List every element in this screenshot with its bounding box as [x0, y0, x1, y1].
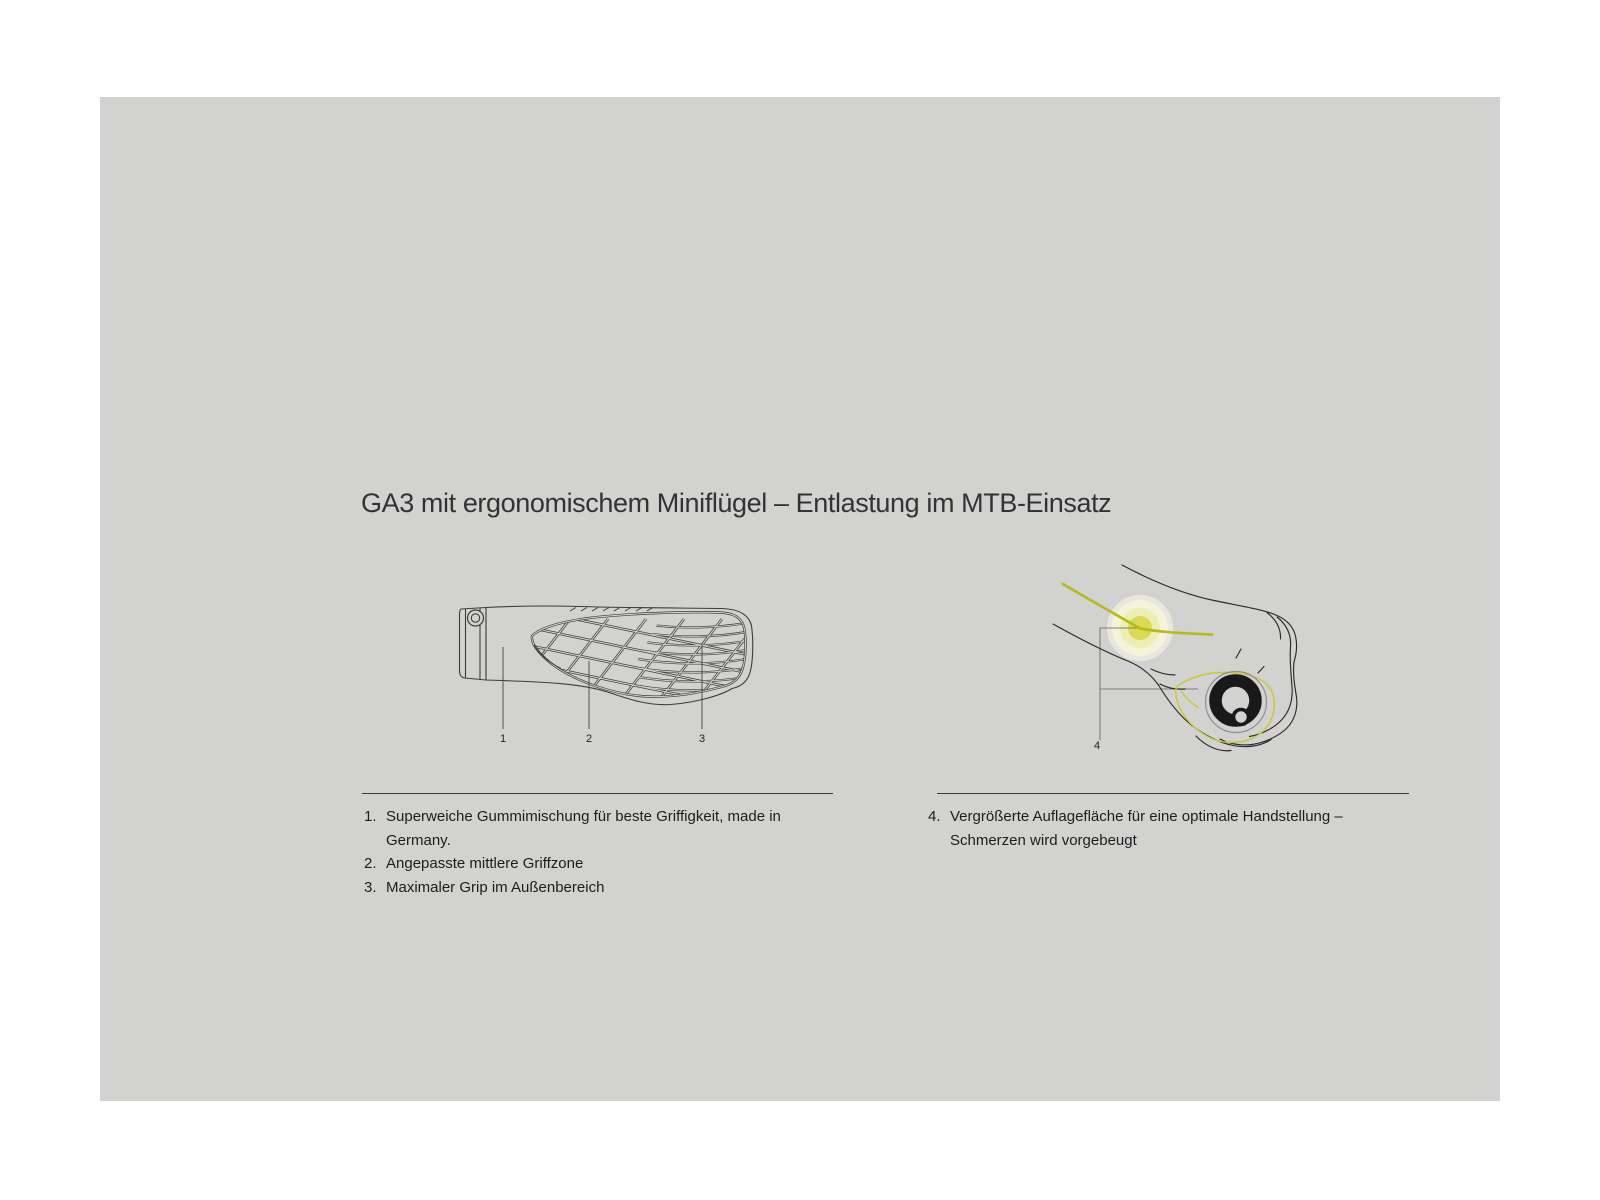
callout-2-label: 2 — [585, 733, 593, 745]
feature-text-line: Schmerzen wird vorgebeugt — [950, 831, 1137, 849]
feature-text-line: Maximaler Grip im Außenbereich — [386, 878, 605, 896]
feature-text-line: Germany. — [386, 831, 451, 849]
feature-text-line: Superweiche Gummimischung für beste Griffigkeit, made in — [386, 808, 781, 825]
divider-right — [937, 793, 1409, 794]
feature-number: 3. — [364, 878, 377, 896]
feature-item — [928, 805, 1428, 852]
feature-number: 1. — [364, 808, 377, 825]
feature-item — [364, 805, 864, 852]
feature-item — [364, 876, 864, 900]
callout-4-label: 4 — [1093, 740, 1101, 752]
divider-left — [362, 793, 833, 794]
feature-number: 2. — [364, 855, 377, 872]
slide-background — [100, 97, 1500, 1101]
callout-3-label: 3 — [698, 733, 706, 745]
feature-list-right — [928, 805, 1428, 852]
grip-illustration — [440, 577, 760, 747]
feature-number: 4. — [928, 808, 941, 825]
feature-text-line: Angepasste mittlere Griffzone — [386, 855, 584, 872]
hand-outline — [1053, 565, 1297, 751]
feature-list-left — [364, 805, 864, 899]
page-title: GA3 mit ergonomischem Miniflügel – Entlastung im MTB-Einsatz — [361, 488, 1112, 518]
grip-end-logo — [1206, 672, 1267, 733]
feature-text-line: Vergrößerte Auflagefläche für eine optimale Handstellung – — [950, 808, 1343, 825]
feature-item — [364, 852, 864, 876]
callout-1-label: 1 — [499, 733, 507, 745]
hand-grip-illustration — [1000, 537, 1420, 757]
clamp-bolt-icon — [468, 610, 484, 626]
